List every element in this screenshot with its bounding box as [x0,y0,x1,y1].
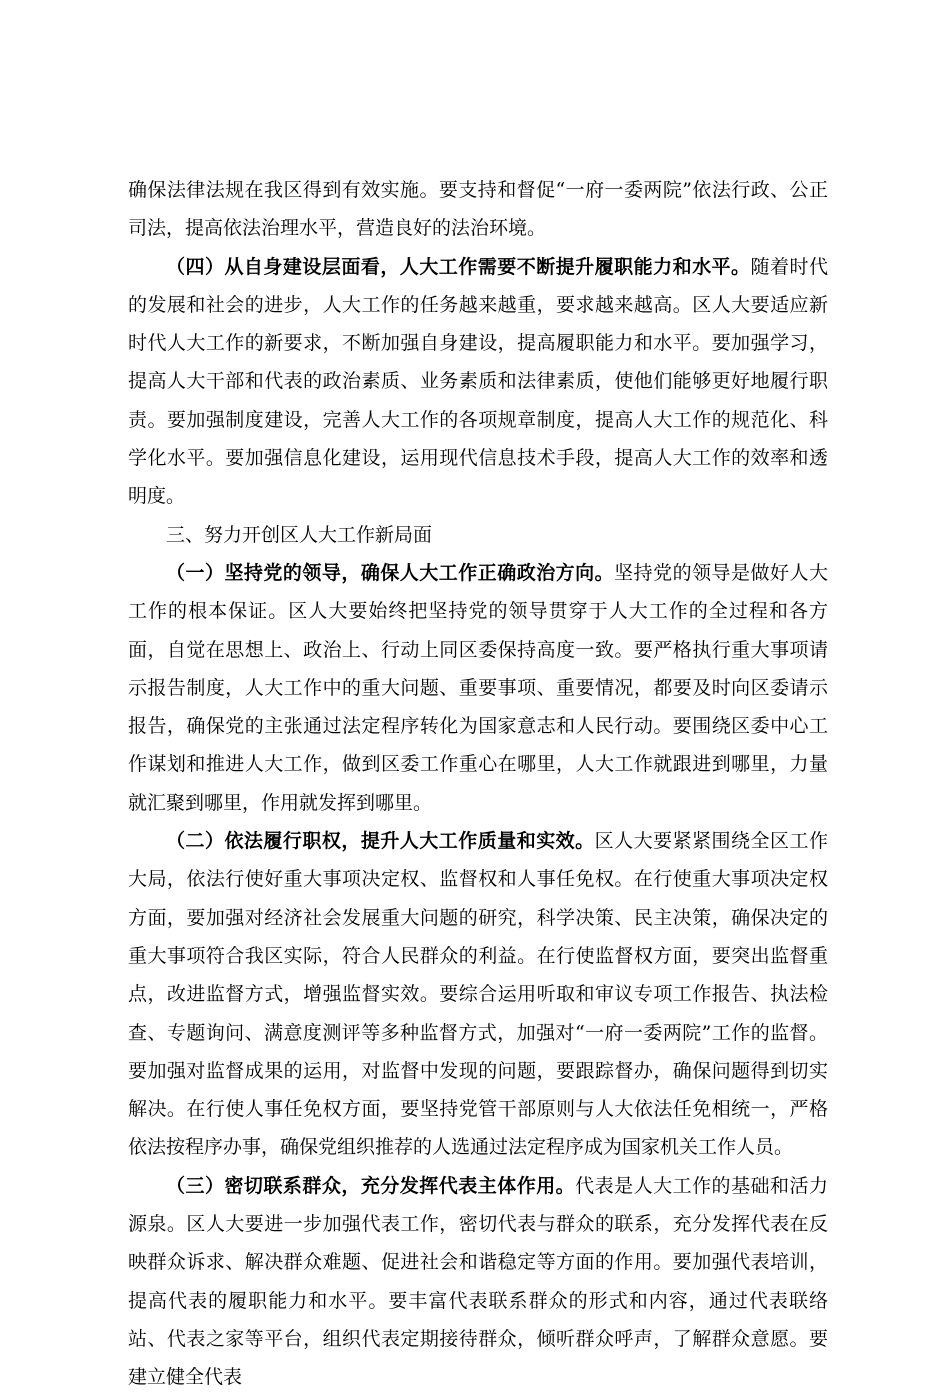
paragraph-lawful-duties [128,822,828,1167]
paragraph-text: 确保法律法规在我区得到有效实施。要支持和督促“一府一委两院”依法行政、公正司法，提高依法治理水平，营造良好的法治环境。 [128,179,828,240]
paragraph-text: 坚持党的领导是做好人大工作的根本保证。区人大要始终把坚持党的领导贯穿于人大工作的全过程和各方面，自觉在思想上、政治上、行动上同区委保持高度一致。要严格执行重大事项请示报告制度，人大工作中的重大问题、重要事项、重要情况，都要及时向区委请示报告，确保党的主张通过法定程序转化为国家意志和人民行动。要围绕区委中心工作谋划和推进人大工作，做到区委工作重心在哪里，人大工作就跟进到哪里，力量就汇聚到哪里，作用就发挥到哪里。 [128,561,828,814]
paragraph-text: 代表是人大工作的基础和活力源泉。区人大要进一步加强代表工作，密切代表与群众的联系，充分发挥代表在反映群众诉求、解决群众难题、促进社会和谐稳定等方面的作用。要加强代表培训，提高代表的履职能力和水平。要丰富代表联系群众的形式和内容，通过代表联络站、代表之家等平台，组织代表定期接待群众，倾听群众呼声，了解群众意愿。要建立健全代表 [128,1174,828,1389]
document-body [128,171,828,1397]
paragraph-party-leadership [128,554,828,822]
section-heading-text: 三、努力开创区人大工作新局面 [166,523,433,546]
paragraph-text: 随着时代的发展和社会的进步，人大工作的任务越来越重，要求越来越高。区人大要适应新时代人大工作的新要求，不断加强自身建设，提高履职能力和水平。要加强学习，提高人大干部和代表的政治素质、业务素质和法律素质，使他们能够更好地履行职责。要加强制度建设，完善人大工作的各项规章制度，提高人大工作的规范化、科学化水平。要加强信息化建设，运用现代信息技术手段，提高人大工作的效率和透明度。 [128,255,828,508]
paragraph-text: 区人大要紧紧围绕全区工作大局，依法行使好重大事项决定权、监督权和人事任免权。在行使重大事项决定权方面，要加强对经济社会发展重大问题的研究，科学决策、民主决策，确保决定的重大事项符合我区实际，符合人民群众的利益。在行使监督权方面，要突出监督重点，改进监督方式，增强监督实效。要综合运用听取和审议专项工作报告、执法检查、专题询问、满意度测评等多种监督方式，加强对“一府一委两院”工作的监督。要加强对监督成果的运用，对监督中发现的问题，要跟踪督办，确保问题得到切实解决。在行使人事任免权方面，要坚持党管干部原则与人大依法任免相统一，严格依法按程序办事，确保党组织推荐的人选通过法定程序成为国家机关工作人员。 [128,830,828,1159]
paragraph-lead: （二）依法履行职权，提升人大工作质量和实效。 [166,830,595,853]
paragraph-lead: （一）坚持党的领导，确保人大工作正确政治方向。 [166,561,615,584]
paragraph-lead: （四）从自身建设层面看，人大工作需要不断提升履职能力和水平。 [166,255,751,278]
paragraph-contact-masses [128,1167,828,1397]
paragraph-self-building [128,248,828,516]
section-heading [128,516,828,554]
paragraph-lead: （三）密切联系群众，充分发挥代表主体作用。 [166,1174,576,1197]
paragraph-continuation [128,171,828,248]
